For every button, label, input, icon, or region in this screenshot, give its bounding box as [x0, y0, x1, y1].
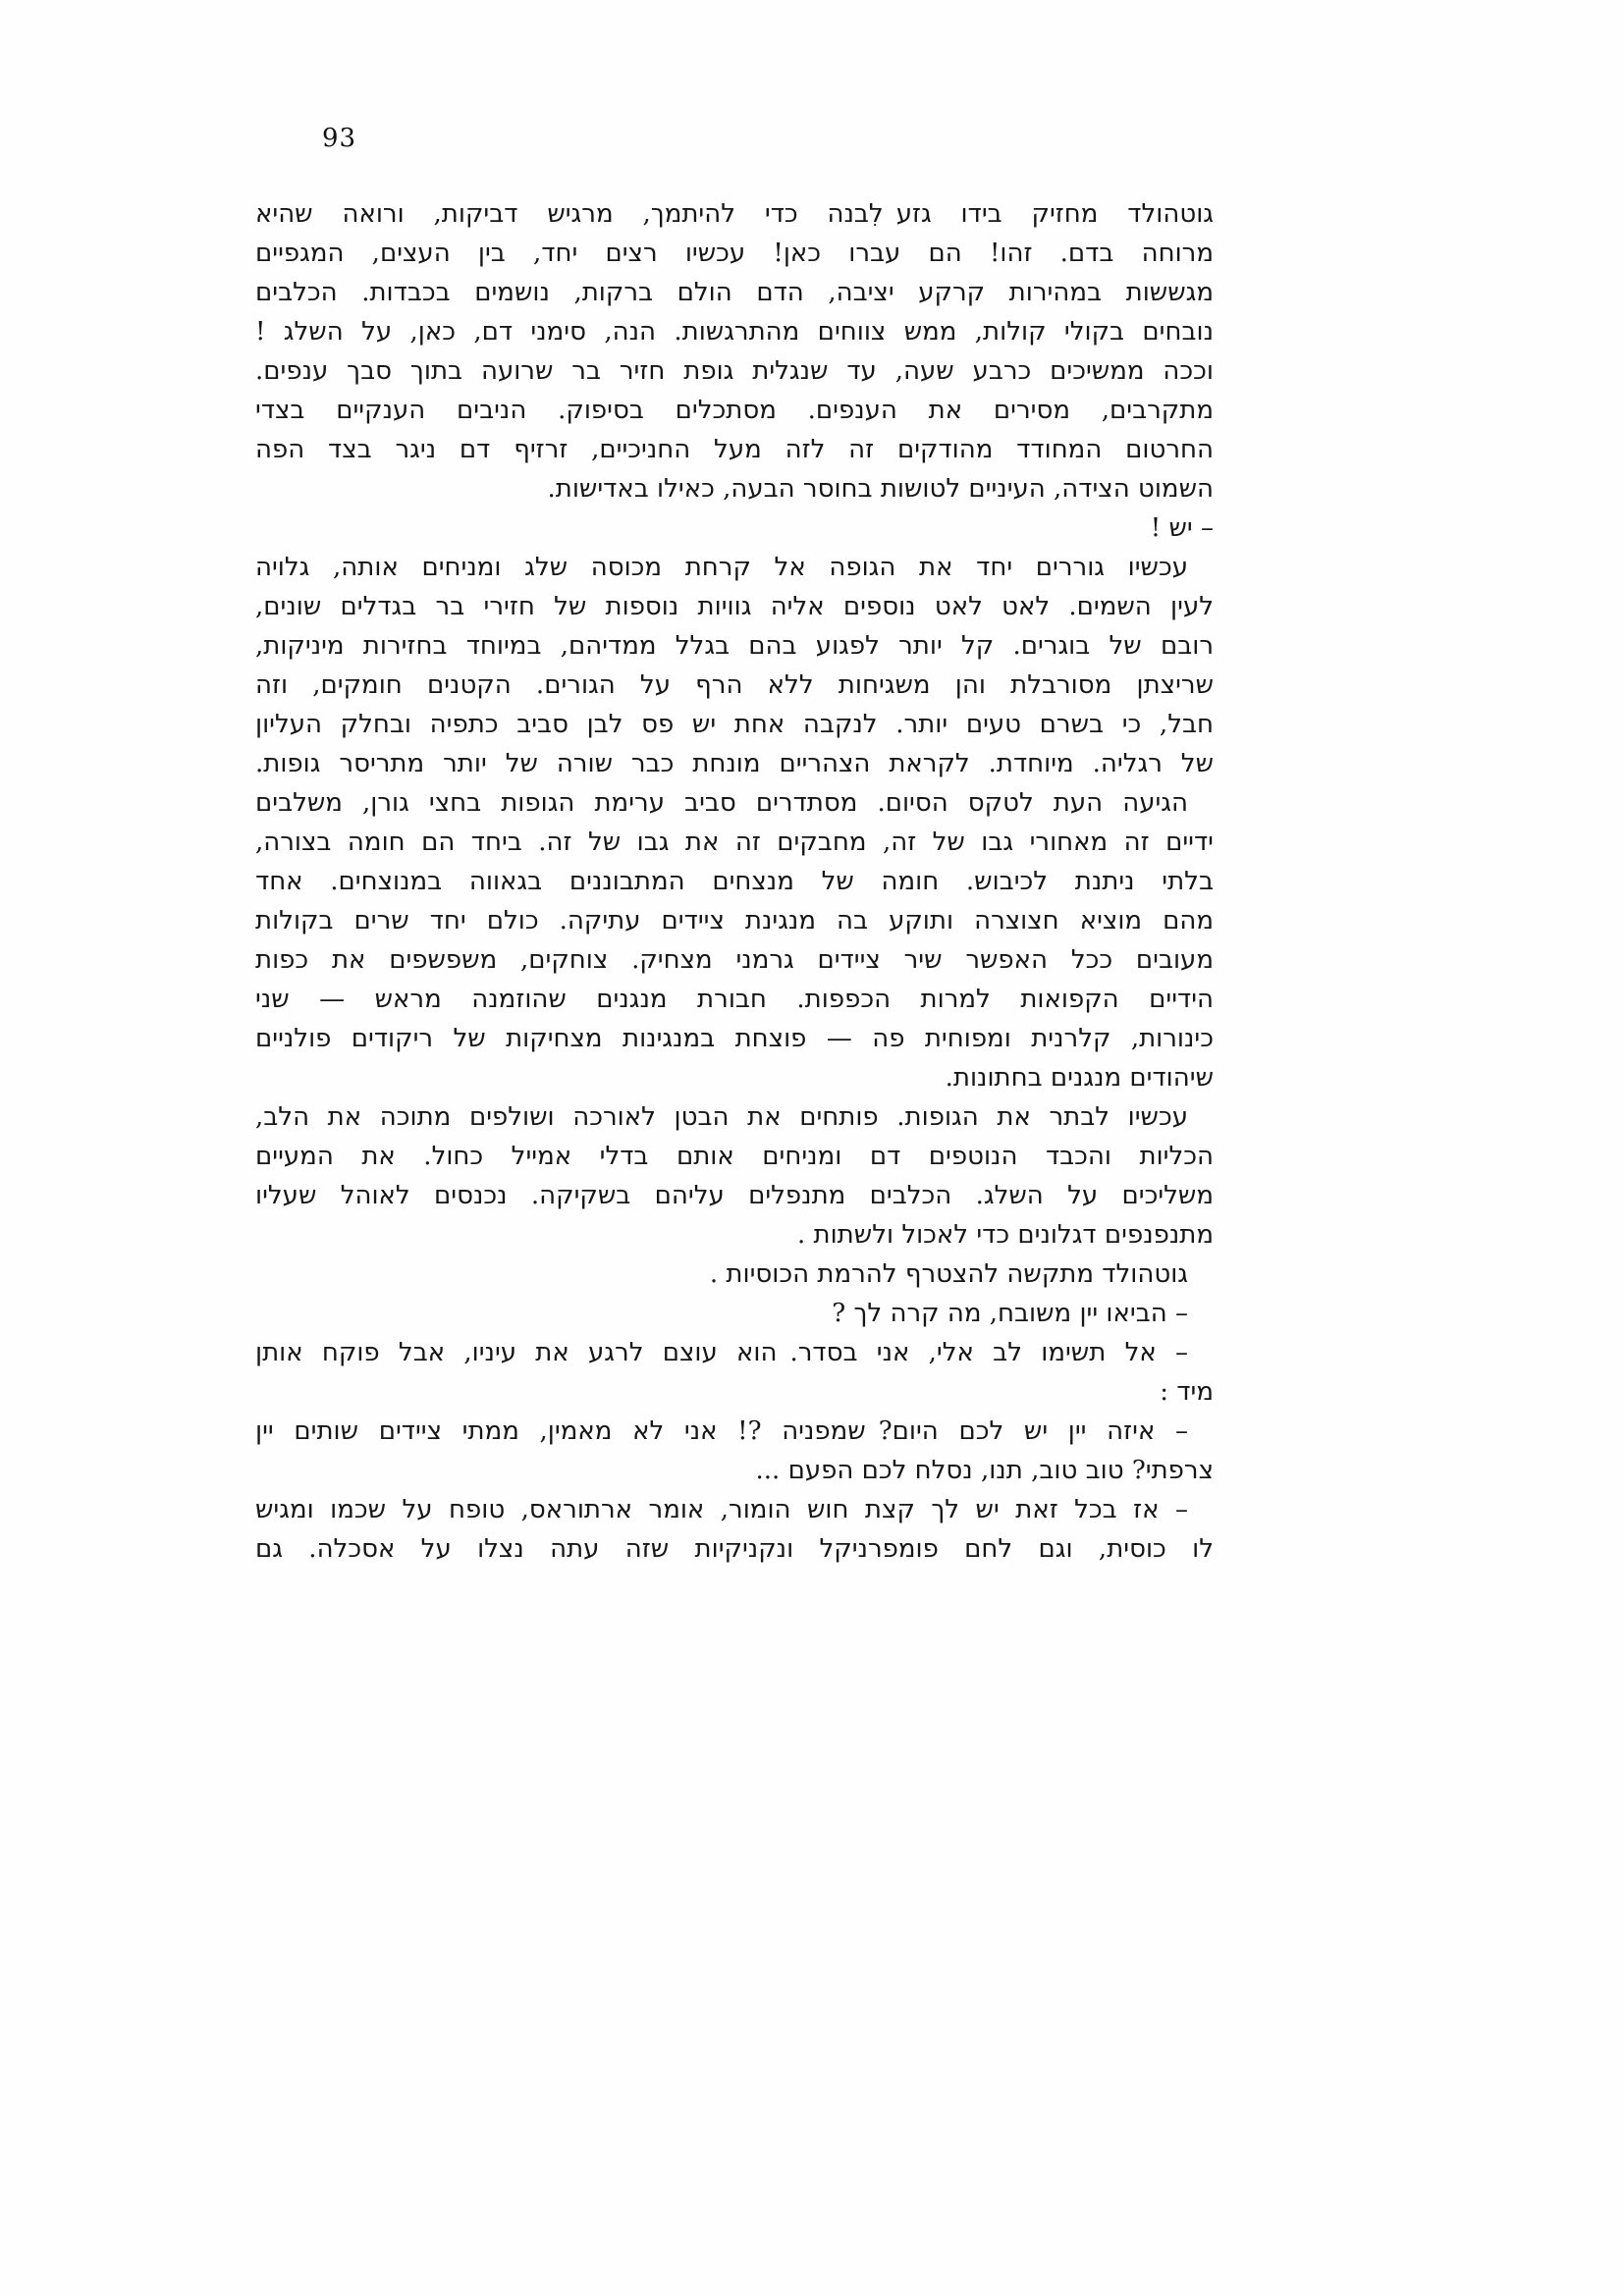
text-line: החרטום המחודד מהודקים זה לזה מעל החניכיים, זרזיף דם ניגר בצד הפה [255, 435, 1214, 464]
text-line: מיד : [1160, 1377, 1214, 1407]
text-line: מתקרבים, מסירים את הענפים. מסתכלים בסיפוק. הניבים הענקיים בצדי [255, 396, 1214, 425]
text-line: – איזה יין יש לכם היום? שמפניה ?! אני לא מאמין, ממתי ציידים שותים יין [255, 1416, 1188, 1446]
text-line: כינורות, קלרנית ומפוחית פה — פוצחת במנגינות מצחיקות של ריקודים פולניים [255, 1024, 1214, 1053]
text-line: רובם של בוגרים. קל יותר לפגוע בהם בגלל ממדיהם, במיוחד בחזירות מיניקות, [255, 631, 1214, 661]
text-line: גוטהולד מתקשה להצטרף להרמת הכוסיות . [709, 1259, 1188, 1289]
text-line: עכשיו גוררים יחד את הגופה אל קרחת מכוסה שלג ומניחים אותה, גלויה [255, 553, 1188, 582]
text-line: לו כוסית, וגם לחם פומפרניקל ונקניקיות שזה עתה נצלו על אסכלה. גם [255, 1534, 1214, 1564]
text-line: בלתי ניתנת לכיבוש. חומה של מנצחים המתבוננים בגאווה במנוצחים. אחד [255, 867, 1214, 896]
text-line: שיהודים מנגנים בחתונות. [945, 1063, 1214, 1093]
page-number: 93 [322, 124, 357, 153]
text-line: – אז בכל זאת יש לך קצת חוש הומור, אומר ארתוראס, טופח על שכמו ומגיש [255, 1495, 1188, 1524]
text-line: – הביאו יין משובח, מה קרה לך ? [832, 1299, 1188, 1328]
text-line: ידיים זה מאחורי גבו של זה, מחבקים זה את גבו של זה. ביחד הם חומה בצורה, [255, 828, 1214, 857]
text-line: הגיעה העת לטקס הסיום. מסתדרים סביב ערימת הגופות בחצי גורן, משלבים [255, 788, 1188, 818]
text-line: מהם מוציא חצוצרה ותוקע בה מנגינת ציידים עתיקה. כולם יחד שרים בקולות [255, 906, 1214, 935]
text-line: נובחים בקולי קולות, ממש צווחים מהתרגשות. הנה, סימני דם, כאן, על השלג ! [255, 317, 1214, 347]
text-line: משליכים על השלג. הכלבים מתנפלים עליהם בשקיקה. נכנסים לאוהל שעליו [255, 1181, 1214, 1210]
text-line: שריצתן מסורבלת והן משגיחות ללא הרף על הגורים. הקטנים חומקים, וזה [255, 670, 1214, 700]
text-line: וככה ממשיכים כרבע שעה, עד שנגלית גופת חזיר בר שרועה בתוך סבך ענפים. [255, 356, 1214, 386]
text-line: הכליות והכבד הנוטפים דם ומניחים אותם בדלי אמייל כחול. את המעיים [255, 1142, 1214, 1171]
text-line: לעין השמים. לאט לאט נוספים אליה גוויות נוספות של חזירי בר בגדלים שונים, [255, 592, 1214, 621]
text-line: – אל תשימו לב אלי, אני בסדר. הוא עוצם לרגע את עיניו, אבל פוקח אותן [255, 1338, 1188, 1367]
text-line: גוטהולד מחזיק בידו גזע לִבנה כדי להיתמך, מרגיש דביקות, ורואה שהיא [255, 199, 1214, 229]
text-line: עכשיו לבתר את הגופות. פותחים את הבטן לאורכה ושולפים מתוכה את הלב, [255, 1102, 1188, 1132]
text-line: חבל, כי בשרם טעים יותר. לנקבה אחת יש פס לבן סביב כתפיה ובחלק העליון [255, 710, 1214, 739]
text-line: מרוחה בדם. זהו! הם עברו כאן! עכשיו רצים יחד, בין העצים, המגפיים [255, 239, 1214, 268]
text-line: צרפתי? טוב טוב, תנו, נסלח לכם הפעם ... [755, 1456, 1214, 1485]
text-line: מגששות במהירות קרקע יציבה, הדם הולם ברקות, נושמים בכבדות. הכלבים [255, 278, 1214, 307]
text-line: מתנפנפים דגלונים כדי לאכול ולשתות . [796, 1220, 1214, 1250]
text-line: הידיים הקפואות למרות הכפפות. חבורת מנגנים שהוזמנה מראש — שני [255, 985, 1214, 1014]
text-line: – יש ! [1150, 513, 1214, 543]
text-line: מעובים ככל האפשר שיר ציידים גרמני מצחיק. צוחקים, משפשפים את כפות [255, 945, 1214, 975]
text-line: של רגליה. מיוחדת. לקראת הצהריים מונחת כבר שורה של יותר מתריסר גופות. [255, 749, 1214, 778]
text-line: השמוט הצידה, העיניים לטושות בחוסר הבעה, כאילו באדישות. [547, 474, 1214, 504]
body-text [255, 194, 1214, 1569]
